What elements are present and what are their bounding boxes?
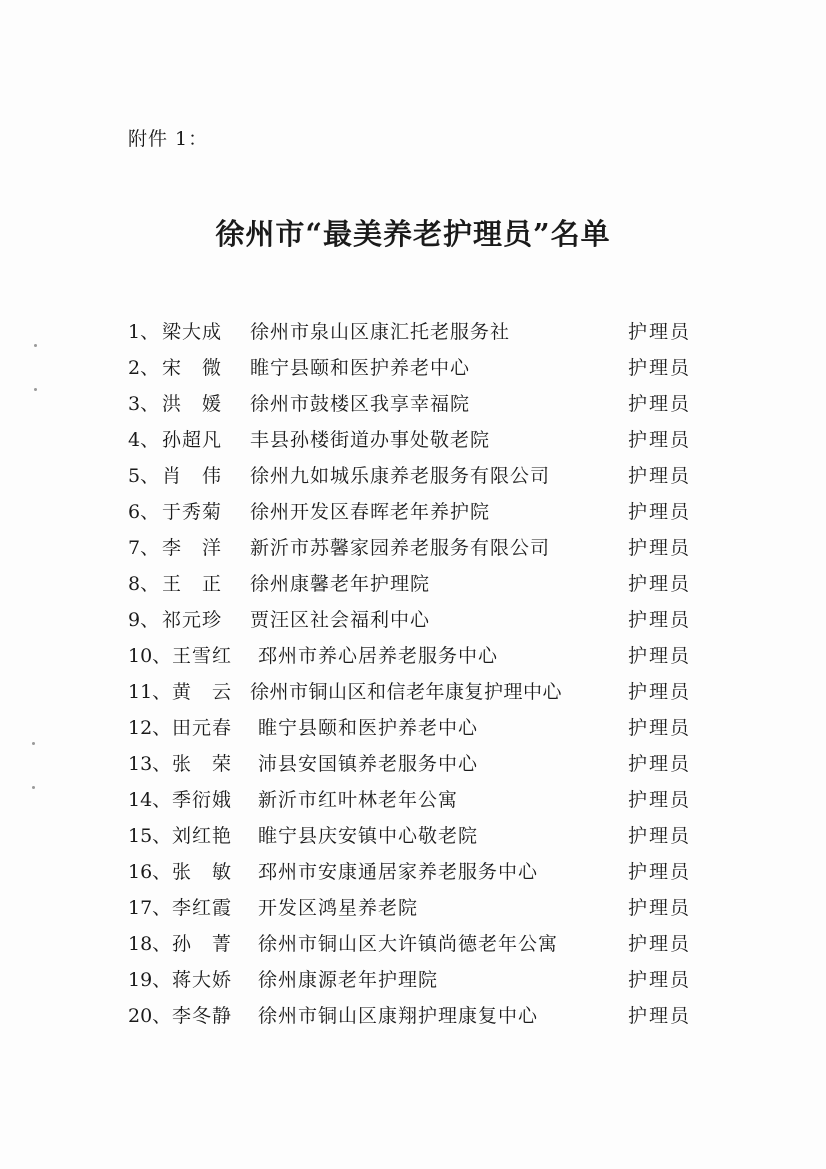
entry-role: 护理员 bbox=[628, 357, 692, 379]
entry-name: 李冬静 bbox=[172, 1005, 233, 1027]
entry-number: 18、 bbox=[128, 933, 172, 955]
entry-role: 护理员 bbox=[628, 753, 692, 775]
list-item bbox=[0, 746, 826, 782]
list-item bbox=[0, 818, 826, 854]
list-item bbox=[0, 782, 826, 818]
entry-name: 张 敏 bbox=[172, 861, 233, 883]
entry-number: 13、 bbox=[128, 753, 172, 775]
entry-role: 护理员 bbox=[628, 969, 692, 991]
entry-role: 护理员 bbox=[628, 825, 692, 847]
entry-name: 宋 微 bbox=[162, 357, 223, 379]
entry-number: 6、 bbox=[128, 501, 160, 523]
entry-number: 9、 bbox=[128, 609, 160, 631]
entry-name: 李 洋 bbox=[162, 537, 223, 559]
list-item bbox=[0, 926, 826, 962]
entry-role: 护理员 bbox=[628, 1005, 692, 1027]
entry-organization: 丰县孙楼街道办事处敬老院 bbox=[250, 429, 491, 451]
entry-role: 护理员 bbox=[628, 393, 692, 415]
entry-number: 16、 bbox=[128, 861, 172, 883]
entry-role: 护理员 bbox=[628, 465, 692, 487]
entry-name: 蒋大娇 bbox=[172, 969, 233, 991]
entry-number: 3、 bbox=[128, 393, 160, 415]
entry-number: 19、 bbox=[128, 969, 172, 991]
entry-role: 护理员 bbox=[628, 933, 692, 955]
list-item bbox=[0, 314, 826, 350]
entry-name: 王雪红 bbox=[172, 645, 233, 667]
entry-organization: 徐州市泉山区康汇托老服务社 bbox=[250, 321, 511, 343]
entry-number: 5、 bbox=[128, 465, 160, 487]
entry-name: 肖 伟 bbox=[162, 465, 223, 487]
list-item bbox=[0, 386, 826, 422]
entry-role: 护理员 bbox=[628, 645, 692, 667]
entry-organization: 徐州九如城乐康养老服务有限公司 bbox=[250, 465, 551, 487]
entry-role: 护理员 bbox=[628, 501, 692, 523]
list-item bbox=[0, 674, 826, 710]
list-item bbox=[0, 890, 826, 926]
entry-role: 护理员 bbox=[628, 789, 692, 811]
entry-organization: 邳州市安康通居家养老服务中心 bbox=[258, 861, 539, 883]
list-item bbox=[0, 998, 826, 1034]
entry-name: 孙超凡 bbox=[162, 429, 223, 451]
entry-name: 刘红艳 bbox=[172, 825, 233, 847]
entry-organization: 徐州市铜山区康翔护理康复中心 bbox=[258, 1005, 539, 1027]
list-item bbox=[0, 566, 826, 602]
entry-role: 护理员 bbox=[628, 321, 692, 343]
entry-organization: 新沂市红叶林老年公寓 bbox=[258, 789, 459, 811]
entry-role: 护理员 bbox=[628, 861, 692, 883]
entry-name: 田元春 bbox=[172, 717, 233, 739]
entry-role: 护理员 bbox=[628, 681, 692, 703]
entry-organization: 新沂市苏馨家园养老服务有限公司 bbox=[250, 537, 551, 559]
entry-organization: 沛县安国镇养老服务中心 bbox=[258, 753, 479, 775]
list-item bbox=[0, 710, 826, 746]
list-item bbox=[0, 962, 826, 998]
entry-organization: 睢宁县颐和医护养老中心 bbox=[250, 357, 471, 379]
entry-name: 张 荣 bbox=[172, 753, 233, 775]
attachment-label: 附件 1： bbox=[128, 128, 209, 150]
entry-organization: 邳州市养心居养老服务中心 bbox=[258, 645, 499, 667]
entry-role: 护理员 bbox=[628, 537, 692, 559]
entry-organization: 徐州市鼓楼区我享幸福院 bbox=[250, 393, 471, 415]
entry-number: 1、 bbox=[128, 321, 160, 343]
list-item bbox=[0, 422, 826, 458]
list-item bbox=[0, 530, 826, 566]
list-item bbox=[0, 350, 826, 386]
entry-name: 季衍娥 bbox=[172, 789, 233, 811]
entry-name: 祁元珍 bbox=[162, 609, 223, 631]
entry-organization: 贾汪区社会福利中心 bbox=[250, 609, 431, 631]
entry-number: 14、 bbox=[128, 789, 172, 811]
list-item bbox=[0, 602, 826, 638]
scan-speck bbox=[34, 388, 37, 391]
entry-number: 7、 bbox=[128, 537, 160, 559]
entry-number: 4、 bbox=[128, 429, 160, 451]
entry-organization: 徐州开发区春晖老年养护院 bbox=[250, 501, 491, 523]
scan-speck bbox=[32, 786, 35, 789]
entry-name: 黄 云 bbox=[172, 681, 233, 703]
entry-number: 10、 bbox=[128, 645, 172, 667]
entry-number: 20、 bbox=[128, 1005, 172, 1027]
entry-role: 护理员 bbox=[628, 429, 692, 451]
scan-speck bbox=[32, 742, 35, 745]
list-item bbox=[0, 494, 826, 530]
list-item bbox=[0, 458, 826, 494]
entry-organization: 睢宁县庆安镇中心敬老院 bbox=[258, 825, 479, 847]
entry-name: 孙 菁 bbox=[172, 933, 233, 955]
entry-name: 于秀菊 bbox=[162, 501, 223, 523]
entry-organization: 徐州市铜山区大许镇尚德老年公寓 bbox=[258, 933, 559, 955]
entry-role: 护理员 bbox=[628, 717, 692, 739]
entry-role: 护理员 bbox=[628, 573, 692, 595]
entry-organization: 睢宁县颐和医护养老中心 bbox=[258, 717, 479, 739]
entry-number: 11、 bbox=[128, 681, 172, 703]
entry-organization: 开发区鸿星养老院 bbox=[258, 897, 419, 919]
entry-organization: 徐州康源老年护理院 bbox=[258, 969, 439, 991]
entry-number: 12、 bbox=[128, 717, 172, 739]
entry-number: 17、 bbox=[128, 897, 172, 919]
entry-name: 李红霞 bbox=[172, 897, 233, 919]
list-item bbox=[0, 854, 826, 890]
entry-number: 8、 bbox=[128, 573, 160, 595]
entry-organization: 徐州市铜山区和信老年康复护理中心 bbox=[250, 681, 563, 703]
entry-role: 护理员 bbox=[628, 609, 692, 631]
scan-speck bbox=[34, 344, 37, 347]
entry-organization: 徐州康馨老年护理院 bbox=[250, 573, 431, 595]
list-item bbox=[0, 638, 826, 674]
entry-name: 洪 媛 bbox=[162, 393, 223, 415]
entry-name: 梁大成 bbox=[162, 321, 223, 343]
entry-number: 2、 bbox=[128, 357, 160, 379]
name-list bbox=[0, 314, 826, 1034]
entry-number: 15、 bbox=[128, 825, 172, 847]
document-title: 徐州市“最美养老护理员”名单 bbox=[215, 217, 611, 251]
entry-name: 王 正 bbox=[162, 573, 223, 595]
entry-role: 护理员 bbox=[628, 897, 692, 919]
